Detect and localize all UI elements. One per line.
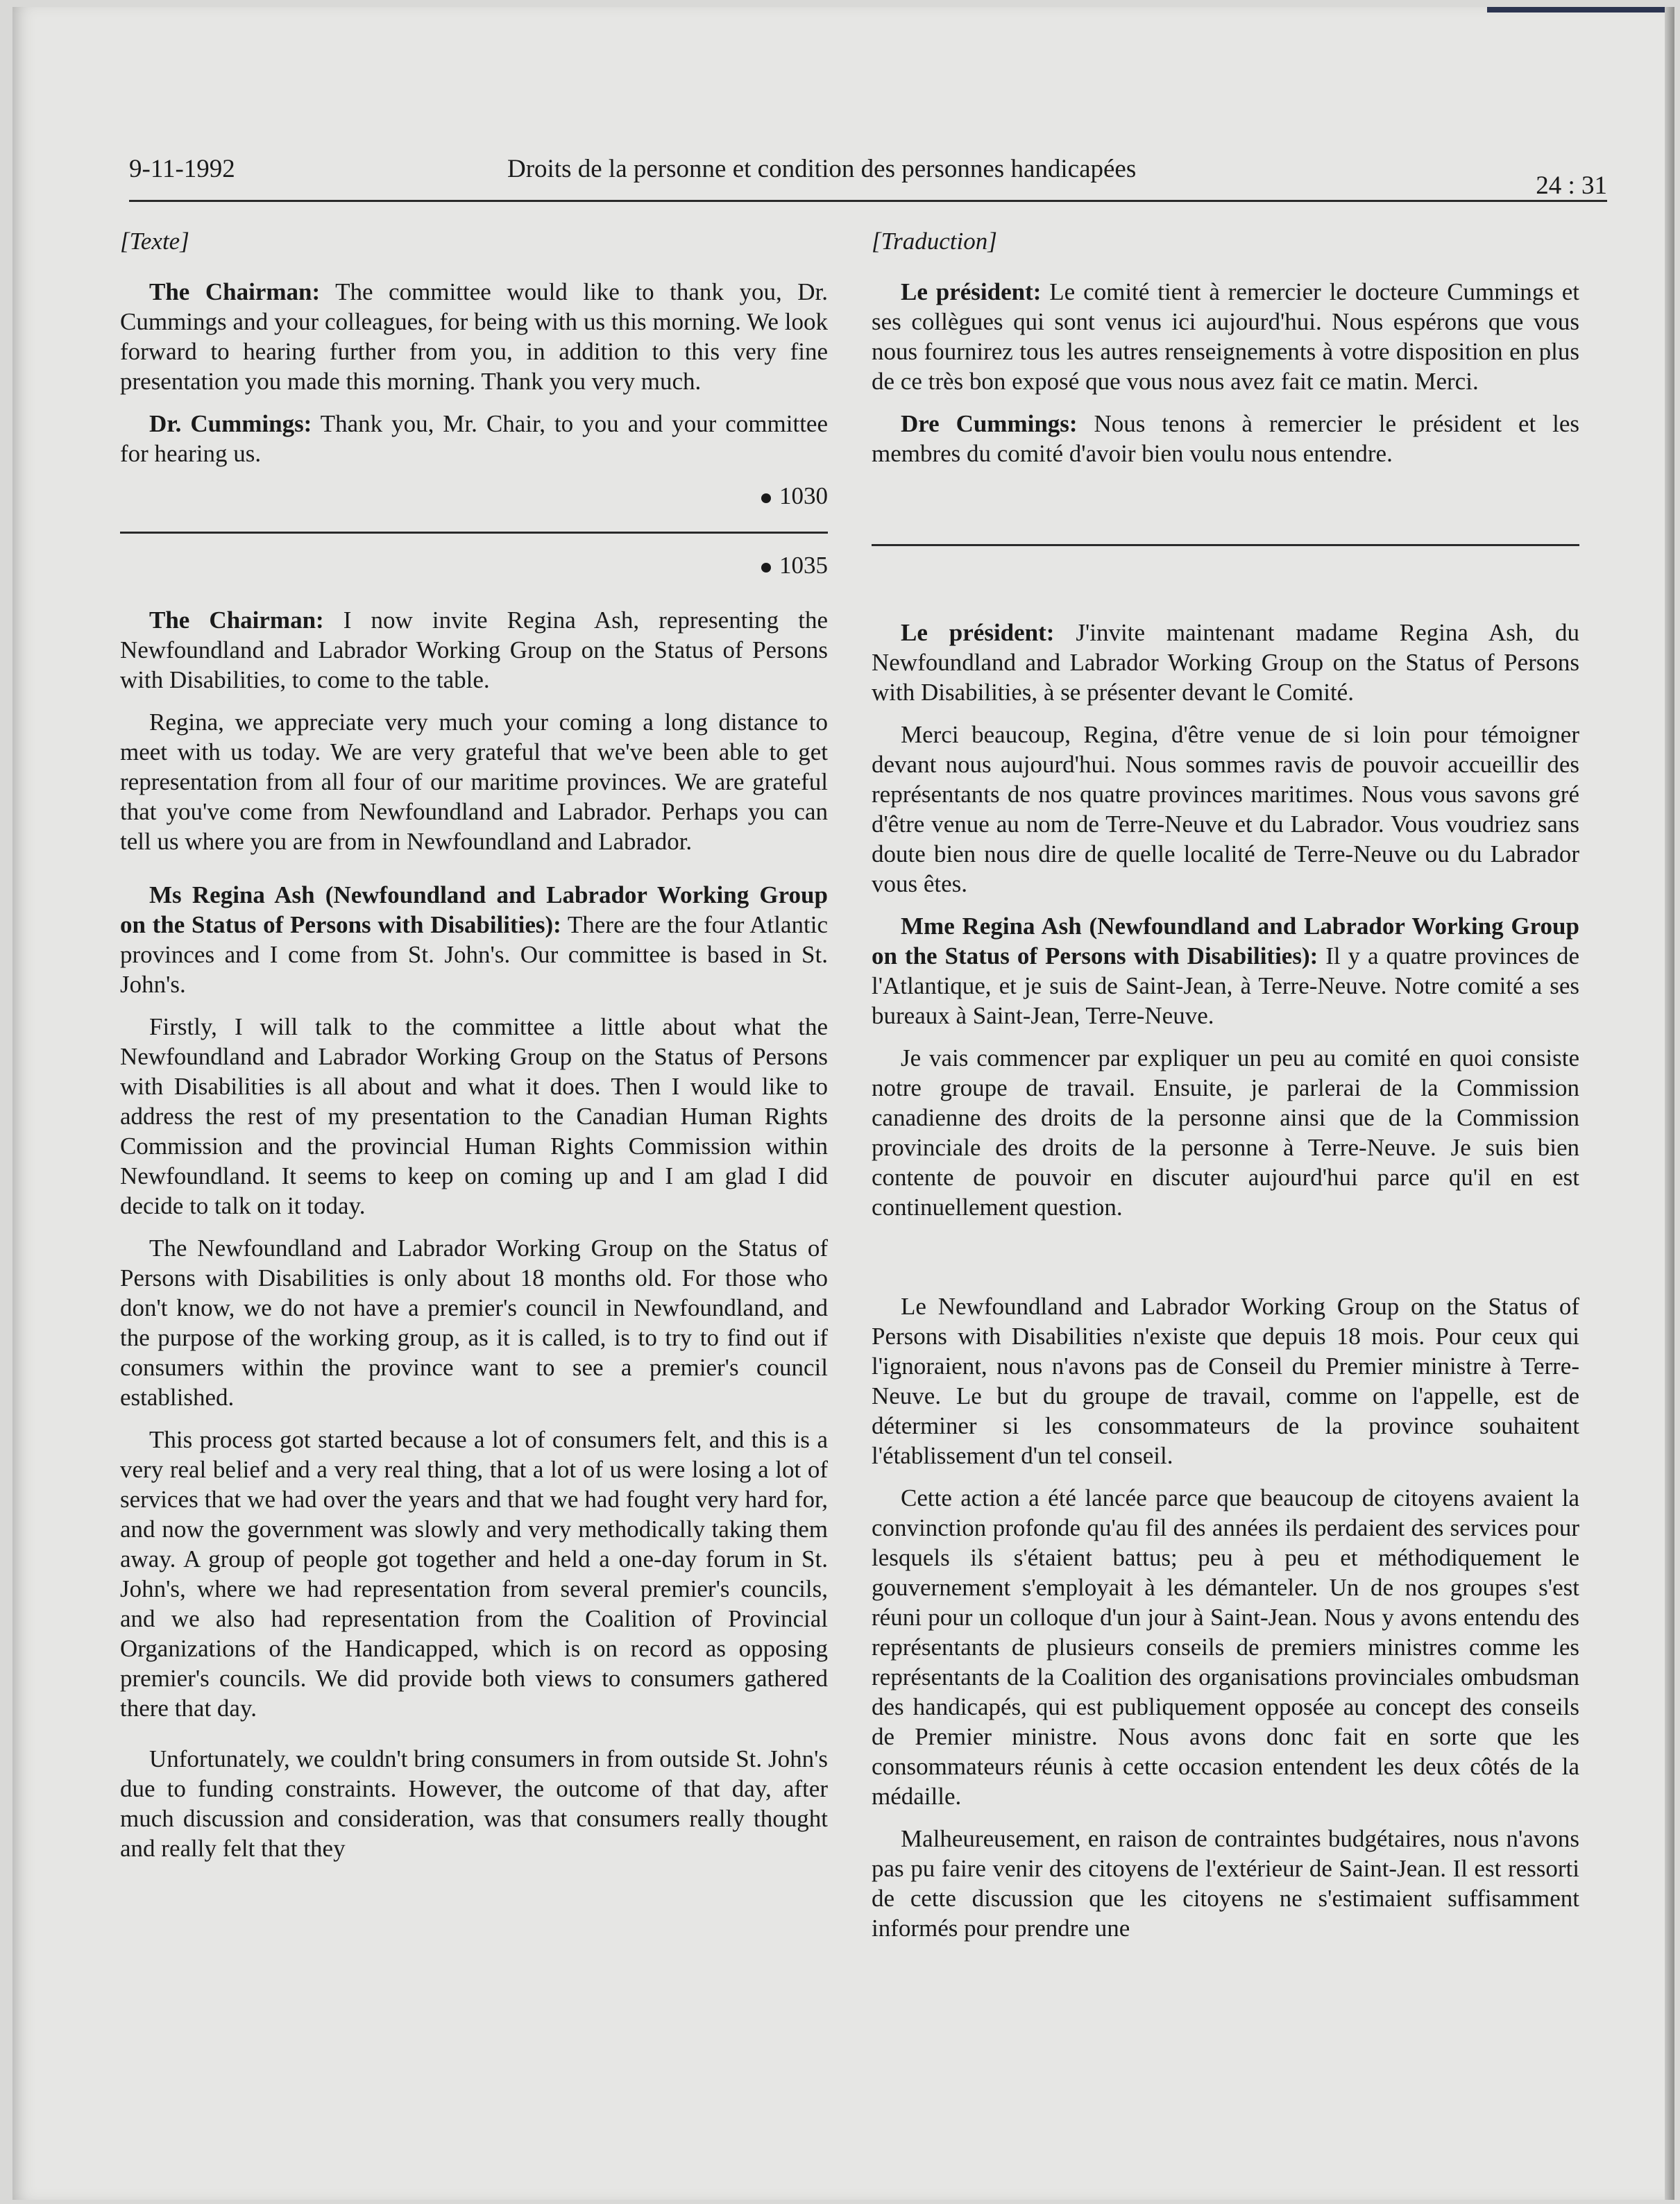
en-speaker-2: Dr. Cummings: [149, 410, 312, 437]
en-paragraph-1 [120, 277, 828, 396]
fr-paragraph-4: Merci beaucoup, Regina, d'être venue de si loin pour témoigner devant nous aujourd'hui. Nous sommes ravis de pouvoir accueillir des représentants de nos quatre provinces maritimes. Nous vous savons gré d'être venue au nom de Terre-Neuve et du Labrador. Vous voudriez sans doute bien nous dire de quelle localité de Terre-Neuve ou du Labrador vous êtes. [872, 721, 1579, 897]
french-tag: [Traduction] [872, 228, 997, 255]
fr-text-2: Nous tenons à remercier le président et les membres du comité d'avoir bien voulu nous entendre. [872, 410, 1579, 467]
en-paragraph-7: The Newfoundland and Labrador Working Group on the Status of Persons with Disabilities is only about 18 months old. For those who don't know, we do not have a premier's council in Newfoundland, and the purpose of the working group, as it is called, is to try to find out if consumers within the province want to see a premier's council established. [120, 1235, 828, 1411]
en-paragraph-3 [120, 605, 828, 695]
fr-paragraph-6: Je vais commencer par expliquer un peu au comité en quoi consiste notre groupe de travail. Ensuite, je parlerai de la Commission canadienne des droits de la personne ainsi que de la Commission provinciale des droits de la personne à Terre-Neuve. Je suis bien contente de pouvoir en discuter aujourd'hui parce qu'il en est continuellement question. [872, 1044, 1579, 1221]
header-title: Droits de la personne et condition des personnes handicapées [507, 155, 1137, 183]
section-divider-fr [872, 544, 1579, 546]
en-speaker-1: The Chairman: [149, 278, 321, 305]
fr-paragraph-7: Le Newfoundland and Labrador Working Group on the Status of Persons with Disabilities n'existe que depuis 18 mois. Pour ceux qui l'ignoraient, nous n'avons pas de Conseil du Premier ministre à Terre-Neuve. Le but du groupe de travail, comme on l'appelle, est de déterminer si les consommateurs de la province souhaitent l'établissement d'un tel conseil. [872, 1293, 1579, 1469]
en-speaker-5: Ms Regina Ash (Newfoundland and Labrador Working Group on the Status of Persons with Disabilities): [120, 881, 828, 938]
fr-paragraph-1 [872, 277, 1579, 396]
en-text-2: Thank you, Mr. Chair, to you and your committee for hearing us. [120, 410, 828, 467]
binding-strip [1487, 7, 1668, 12]
timestamp-1030-text: 1030 [779, 482, 828, 509]
en-speaker-3: The Chairman: [149, 607, 324, 634]
timestamp-1030 [120, 481, 828, 511]
fr-spacer [872, 481, 1579, 523]
fr-paragraph-9: Malheureusement, en raison de contraintes budgétaires, nous n'avons pas pu faire venir des citoyens de l'extérieur de Saint-Jean. Il est ressorti de cette discussion que les citoyens ne s'estimaient suffisamment informés pour prendre une [872, 1825, 1579, 1942]
fr-paragraph-3 [872, 618, 1579, 707]
fr-text-3: J'invite maintenant madame Regina Ash, du Newfoundland and Labrador Working Group on the Status of Persons with Disabilities, à se présenter devant le Comité. [872, 619, 1579, 706]
english-tag: [Texte] [120, 228, 189, 255]
fr-text-1: Le comité tient à remercier le docteure Cummings et ses collègues qui sont venus ici aujourd'hui. Nous espérons que vous nous fournirez tous les autres renseignements à votre disposition en plus de ce très bon exposé que vous nous avez fait ce matin. Merci. [872, 278, 1579, 395]
en-text-5: There are the four Atlantic provinces and I come from St. John's. Our committee is based in St. John's. [120, 911, 828, 998]
timestamp-1035-text: 1035 [779, 552, 828, 579]
fr-spacer-2 [872, 563, 1579, 618]
fr-paragraph-8: Cette action a été lancée parce que beaucoup de citoyens avaient la convinction profonde qu'au fil des années ils perdaient des services pour lesquels ils s'étaient battus; peu à peu et méthodiquement le gouvernement s'employait à les démanteler. Un de nos groupes s'est réuni pour un colloque d'un jour à Saint-Jean. Nous y avons entendu des représentants de plusieurs conseils de premiers ministres comme les représentants de la Coalition des organisations provinciales ombudsman des handicapés, qui est publiquement opposée au concept des conseils de Premier ministre. Nous avons donc fait en sorte que les consommateurs réunis à cette occasion entendent les deux côtés de la médaille. [872, 1484, 1579, 1810]
en-paragraph-5 [120, 880, 828, 999]
en-paragraph-6: Firstly, I will talk to the committee a little about what the Newfoundland and Labrador Working Group on the Status of Persons with Disabilities is all about and what it does. Then I would like to address the rest of my presentation to the Canadian Human Rights Commission and the provincial Human Rights Commission within Newfoundland. It seems to keep on coming up and I am glad I did decide to talk on it today. [120, 1013, 828, 1219]
fr-paragraph-5 [872, 911, 1579, 1031]
french-column [872, 226, 1579, 1956]
en-paragraph-8: This process got started because a lot of consumers felt, and this is a very real belief and a very real thing, that a lot of us were losing a lot of services that we had over the years and that we had fought very hard for, and now the government was slowly and very methodically taking them away. A group of people got together and held a one-day forum in St. John's, where we had representation from several premier's councils, and we also had representation from the Coalition of Provincial Organizations of the Handicapped, which is on record as opposing premier's councils. We did provide both views to consumers gathered there that day. [120, 1426, 828, 1722]
section-divider [120, 532, 828, 534]
bullet-icon [761, 493, 771, 503]
fr-speaker-3: Le président: [901, 619, 1055, 646]
header-page-number: 24 : 31 [1536, 171, 1607, 200]
timestamp-1035 [120, 550, 828, 580]
english-column [120, 226, 828, 1876]
fr-text-5: Il y a quatre provinces de l'Atlantique, et je suis de Saint-Jean, à Terre-Neuve. Notre comité a ses bureaux à Saint-Jean, Terre-Neuve. [872, 942, 1579, 1029]
bullet-icon [761, 563, 771, 573]
fr-speaker-1: Le président: [901, 278, 1042, 305]
page [12, 7, 1668, 2200]
en-text-1: The committee would like to thank you, Dr. Cummings and your colleagues, for being with us this morning. We look forward to hearing further from you, in addition to this very fine presentation you made this morning. Thank you very much. [120, 278, 828, 395]
running-head [129, 151, 1607, 202]
en-text-3: I now invite Regina Ash, representing the Newfoundland and Labrador Working Group on the Status of Persons with Disabilities, to come to the table. [120, 607, 828, 693]
fr-speaker-2: Dre Cummings: [901, 410, 1078, 437]
fr-speaker-5: Mme Regina Ash (Newfoundland and Labrador Working Group on the Status of Persons with Disabilities): [872, 913, 1579, 969]
en-paragraph-9: Unfortunately, we couldn't bring consumers in from outside St. John's due to funding constraints. However, the outcome of that day, after much discussion and consideration, was that consumers really thought and really felt that they [120, 1745, 828, 1862]
header-date: 9-11-1992 [129, 155, 235, 183]
en-paragraph-2 [120, 409, 828, 468]
en-paragraph-4: Regina, we appreciate very much your coming a long distance to meet with us today. We are very grateful that we've been able to get representation from all four of our maritime provinces. We are grateful that you've come from Newfoundland and Labrador. Perhaps you can tell us where you are from in Newfoundland and Labrador. [120, 709, 828, 855]
fr-paragraph-2 [872, 409, 1579, 468]
